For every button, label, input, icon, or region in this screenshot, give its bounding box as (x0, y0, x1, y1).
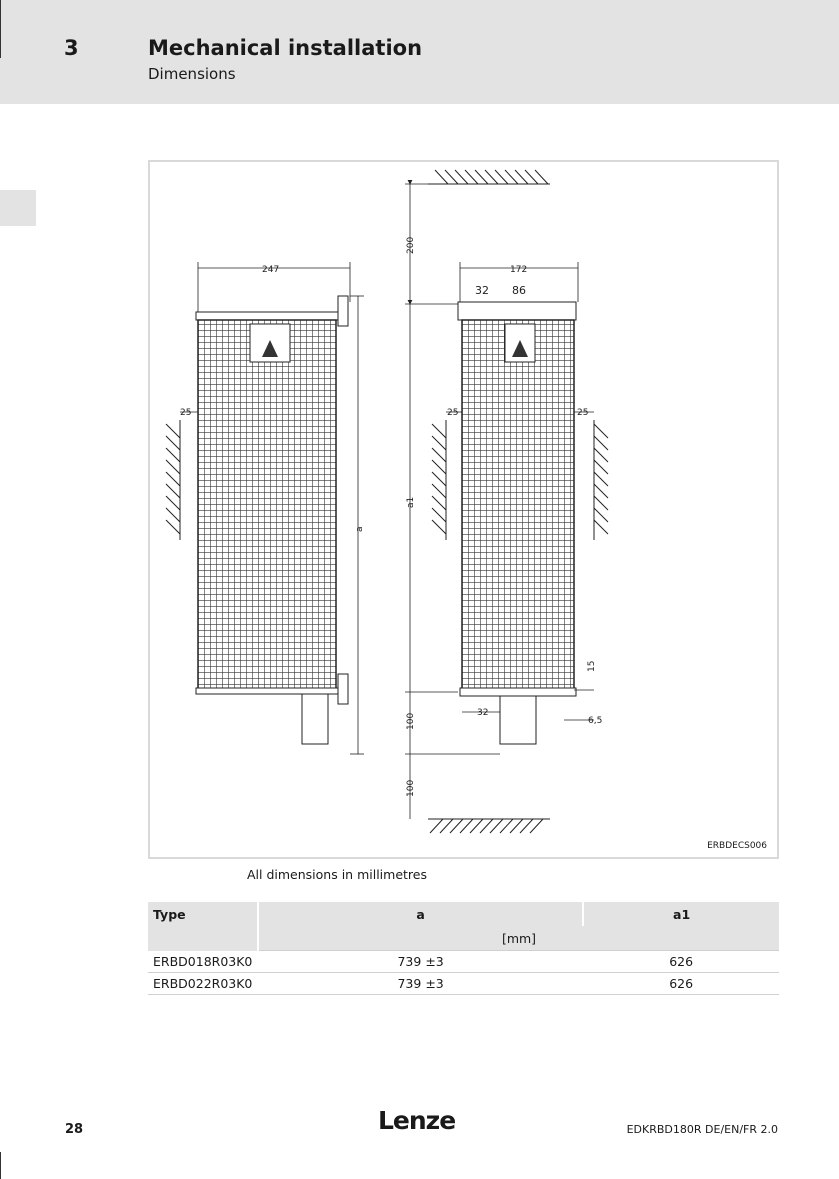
unit-label: [mm] (258, 926, 779, 951)
dim-side-mid: 25 (447, 408, 459, 418)
cell-a1: 626 (583, 973, 779, 995)
section-title: Dimensions (148, 65, 236, 83)
dimensions-table (148, 902, 779, 995)
page-header (0, 0, 839, 104)
col-header-a: a (258, 902, 583, 926)
dim-side-right: 25 (577, 408, 589, 418)
table-row (148, 951, 779, 973)
dim-hole-spacing: 86 (512, 284, 526, 297)
figure-id: ERBDECS006 (707, 841, 767, 851)
dim-top-clearance: 200 (406, 236, 416, 254)
dim-foot-32: 32 (477, 708, 489, 718)
drawing-svg (150, 162, 777, 857)
dim-bottom-100-a: 100 (406, 712, 416, 730)
cell-type: ERBD022R03K0 (148, 973, 258, 995)
dim-bottom-100-b: 100 (406, 779, 416, 797)
footer-margin-line (0, 1152, 1, 1179)
side-view-resistor (196, 296, 348, 744)
lenze-logo: Lenze (378, 1106, 456, 1135)
cell-a: 739 ±3 (258, 951, 583, 973)
col-header-a1: a1 (583, 902, 779, 926)
dim-height-a: a (355, 526, 365, 532)
wall-hatch-right (594, 420, 608, 540)
chapter-title: Mechanical installation (148, 36, 423, 60)
dimension-drawing (148, 160, 779, 859)
wall-hatch-left (166, 420, 180, 540)
header-margin-line (0, 0, 1, 58)
cell-a1: 626 (583, 951, 779, 973)
dim-foot-6-5: 6,5 (588, 716, 603, 726)
front-view-resistor (458, 302, 576, 744)
chapter-tab-marker (0, 190, 36, 226)
dim-foot-15: 15 (587, 660, 597, 672)
floor-hatch (428, 819, 550, 833)
page-number: 28 (65, 1122, 84, 1137)
cell-a: 739 ±3 (258, 973, 583, 995)
document-id: EDKRBD180R DE/EN/FR 2.0 (626, 1123, 778, 1136)
dim-height-a1: a1 (406, 496, 416, 508)
figure-caption: All dimensions in millimetres (247, 867, 427, 882)
cell-type: ERBD018R03K0 (148, 951, 258, 973)
chapter-number: 3 (64, 36, 79, 60)
dim-left-width: 247 (262, 265, 280, 275)
col-header-type: Type (148, 902, 258, 951)
dim-right-width: 172 (510, 265, 528, 275)
ceiling-hatch (428, 170, 550, 184)
wall-hatch-middle (432, 420, 446, 540)
dim-side-left: 25 (180, 408, 192, 418)
table-row (148, 973, 779, 995)
dim-hole-offset: 32 (475, 284, 489, 297)
